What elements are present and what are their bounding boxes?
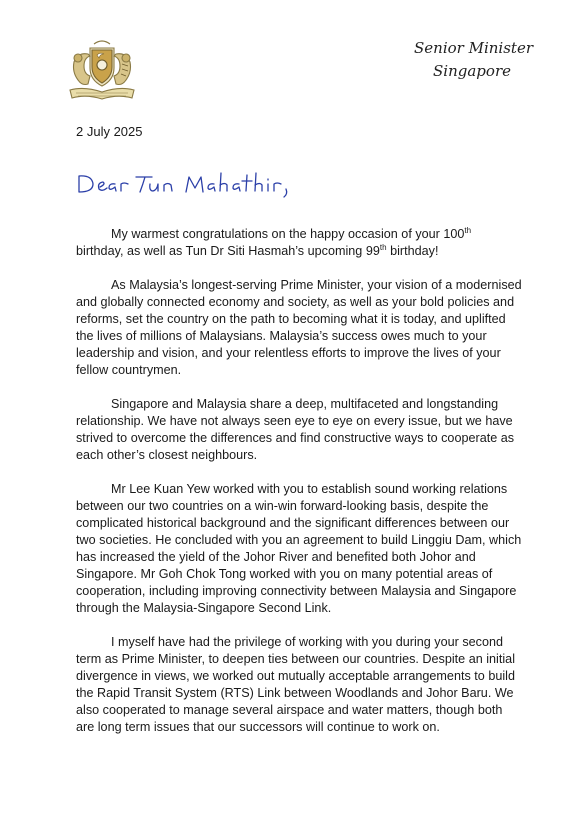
office-line-singapore: Singapore [433, 62, 511, 80]
paragraph-1-part-a: My warmest congratulations on the happy occasion of your 100 [111, 227, 465, 241]
paragraph-1 [76, 226, 522, 260]
paragraph-1-part-b: birthday, as well as Tun Dr Siti Hasmah’s upcoming 99 [76, 244, 380, 258]
paragraph-2: As Malaysia’s longest-serving Prime Minister, your vision of a modernised and globally connected economy and society, as well as your bold policies and reforms, set the country on the path to becoming what it is today, and uplifted the lives of millions of Malaysians. Malaysia’s success owes much to your leadership and vision, and your relentless efforts to improve the lives of your fellow countrymen. [76, 278, 522, 377]
ordinal-suffix: th [379, 243, 387, 252]
paragraph-5: I myself have had the privilege of working with you during your second term as Prime Minister, to deepen ties between our countries. Despite an initial divergence in views, we worked out mutually acceptable arrangements to build the Rapid Transit System (RTS) Link between Woodlands and Johor Baru. We also cooperated to manage several airspace and water matters, though both are long term issues that our successors will continue to work on. [76, 635, 515, 734]
ordinal-suffix: th [464, 226, 472, 235]
letter-date: 2 July 2025 [76, 124, 143, 139]
singapore-coat-of-arms-icon [64, 36, 140, 106]
paragraph-1-part-c: birthday! [386, 244, 439, 258]
office-title [414, 37, 533, 83]
paragraph-3: Singapore and Malaysia share a deep, multifaceted and longstanding relationship. We have not always seen eye to eye on every issue, but we have strived to overcome the differences and find constructive ways to cooperate as each other’s closest neighbours. [76, 397, 515, 462]
handwritten-salutation [76, 170, 336, 200]
letter-body [76, 226, 522, 753]
office-line-senior-minister: Senior Minister [414, 39, 533, 57]
paragraph-4: Mr Lee Kuan Yew worked with you to establish sound working relations between our two countries on a win-win forward-looking basis, despite the complicated historical background and the significant differences between our two societies. He concluded with you an agreement to build Linggiu Dam, which has increased the yield of the Johor River and benefited both Johor and Singapore. Mr Goh Chok Tong worked with you on many potential areas of cooperation, including improving connectivity between Malaysia and Singapore through the Malaysia-Singapore Second Link. [76, 482, 522, 615]
